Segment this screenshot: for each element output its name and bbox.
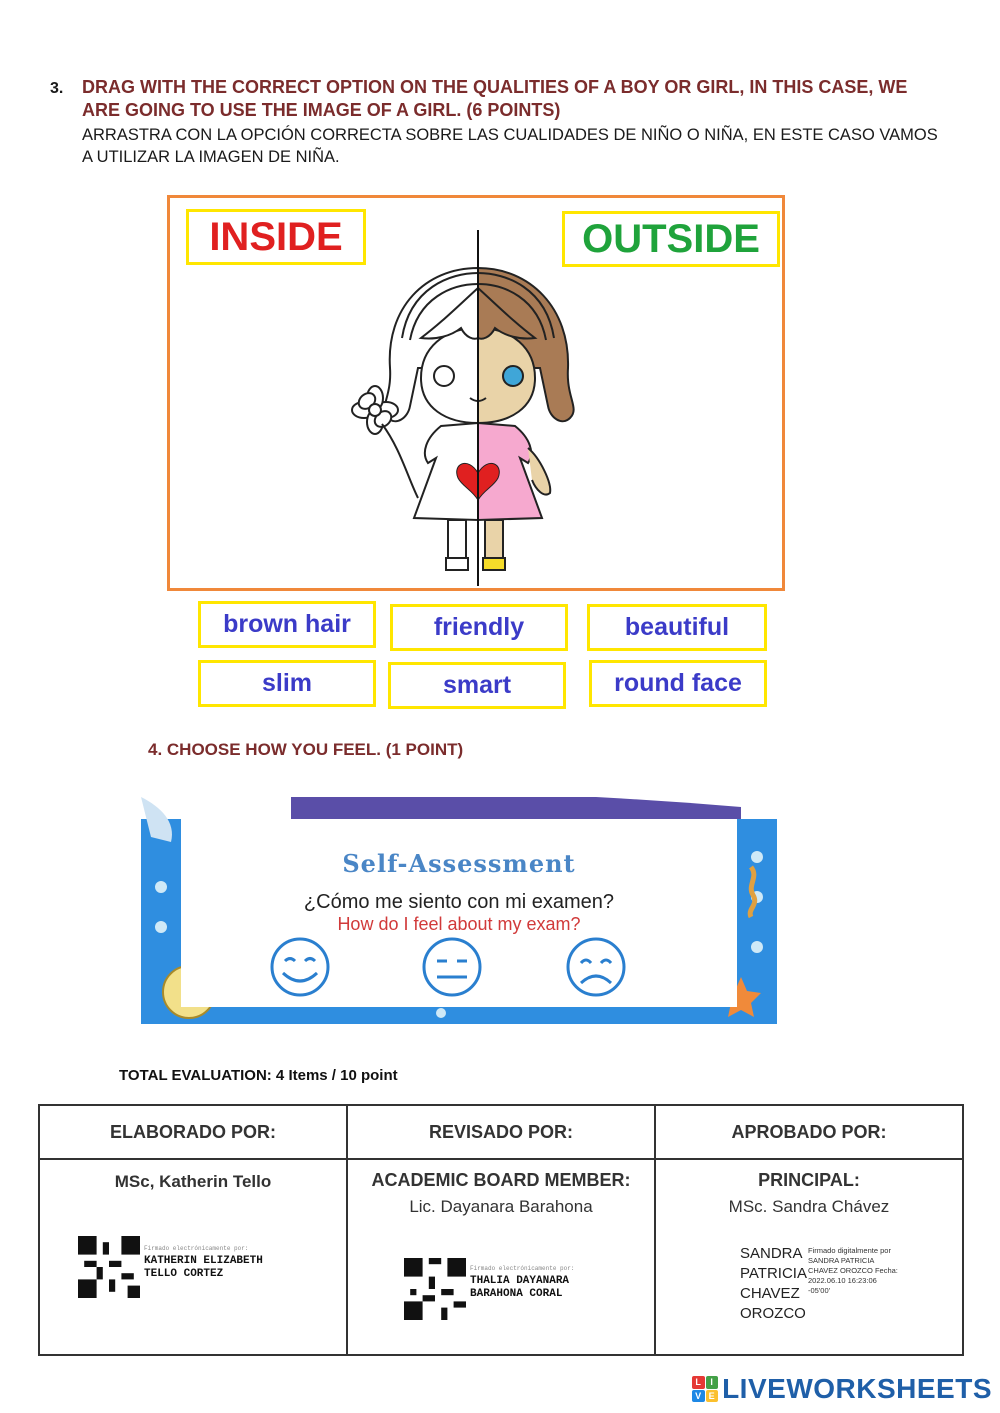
revisado-role: ACADEMIC BOARD MEMBER: — [371, 1170, 631, 1190]
option-smart[interactable]: smart — [388, 662, 566, 709]
self-assessment-title: Self-Assessment — [342, 849, 576, 878]
option-beautiful[interactable]: beautiful — [587, 604, 767, 651]
total-evaluation: TOTAL EVALUATION: 4 Items / 10 point — [119, 1067, 398, 1084]
header-elaborado: ELABORADO POR: — [39, 1105, 347, 1159]
signature-cell-3 — [655, 1159, 963, 1355]
outside-drop-label: OUTSIDE — [562, 211, 780, 267]
elaborado-signer: Firmado electrónicamente por: KATHERIN ELIZABETH TELLO CORTEZ — [144, 1245, 263, 1280]
option-friendly[interactable]: friendly — [390, 604, 568, 651]
self-assessment-banner — [141, 797, 777, 1024]
neutral-face-icon[interactable] — [415, 937, 489, 997]
header-revisado: REVISADO POR: — [347, 1105, 655, 1159]
option-slim[interactable]: slim — [198, 660, 376, 707]
elaborado-name: MSc, Katherin Tello — [114, 1172, 272, 1191]
revisado-name: Lic. Dayanara Barahona — [409, 1197, 593, 1216]
inside-drop-label: INSIDE — [186, 209, 366, 265]
happy-face-icon[interactable] — [263, 937, 337, 997]
qr-code-icon — [78, 1236, 140, 1298]
aprobado-signature-name: SANDRA PATRICIA CHAVEZ OROZCO — [740, 1245, 807, 1322]
question-3-subtitle: ARRASTRA CON LA OPCIÓN CORRECTA SOBRE LAS CUALIDADES DE NIÑO O NIÑA, EN ESTE CASO VAMOS A UTILIZAR LA IMAGEN DE NIÑA. — [82, 126, 938, 166]
self-assessment-question-es: ¿Cómo me siento con mi examen? — [303, 891, 615, 913]
liveworksheets-brand — [692, 1373, 992, 1405]
aprobado-role: PRINCIPAL: — [758, 1170, 860, 1190]
sad-face-icon[interactable] — [559, 937, 633, 997]
question-3-title: DRAG WITH THE CORRECT OPTION ON THE QUALITIES OF A BOY OR GIRL, IN THIS CASE, WE ARE GOING TO USE THE IMAGE OF A GIRL. (6 POINTS) — [82, 77, 908, 120]
girl-illustration — [330, 228, 590, 588]
option-brown-hair[interactable]: brown hair — [198, 601, 376, 648]
aprobado-signature-meta: Firmado digitalmente por SANDRA PATRICIA CHAVEZ OROZCO Fecha: 2022.06.10 16:23:06 -05'00' — [808, 1246, 898, 1295]
liveworksheets-wordmark: LIVEWORKSHEETS — [722, 1373, 992, 1404]
self-assessment-card — [181, 819, 737, 1007]
revisado-signer: Firmado electrónicamente por: THALIA DAYANARA BARAHONA CORAL — [470, 1265, 575, 1300]
self-assessment-question-en: How do I feel about my exam? — [337, 914, 581, 934]
question-3-number: 3. — [50, 80, 64, 97]
aprobado-name: MSc. Sandra Chávez — [728, 1197, 890, 1216]
header-aprobado: APROBADO POR: — [655, 1105, 963, 1159]
qr-code-icon — [404, 1258, 466, 1320]
signature-cell-1 — [39, 1159, 347, 1355]
liveworksheets-logo-icon: L I V E — [692, 1376, 718, 1402]
option-round-face[interactable]: round face — [589, 660, 767, 707]
signatures-table — [38, 1104, 964, 1356]
signature-cell-2 — [347, 1159, 655, 1355]
question-4-title: 4. CHOOSE HOW YOU FEEL. (1 POINT) — [148, 740, 464, 759]
